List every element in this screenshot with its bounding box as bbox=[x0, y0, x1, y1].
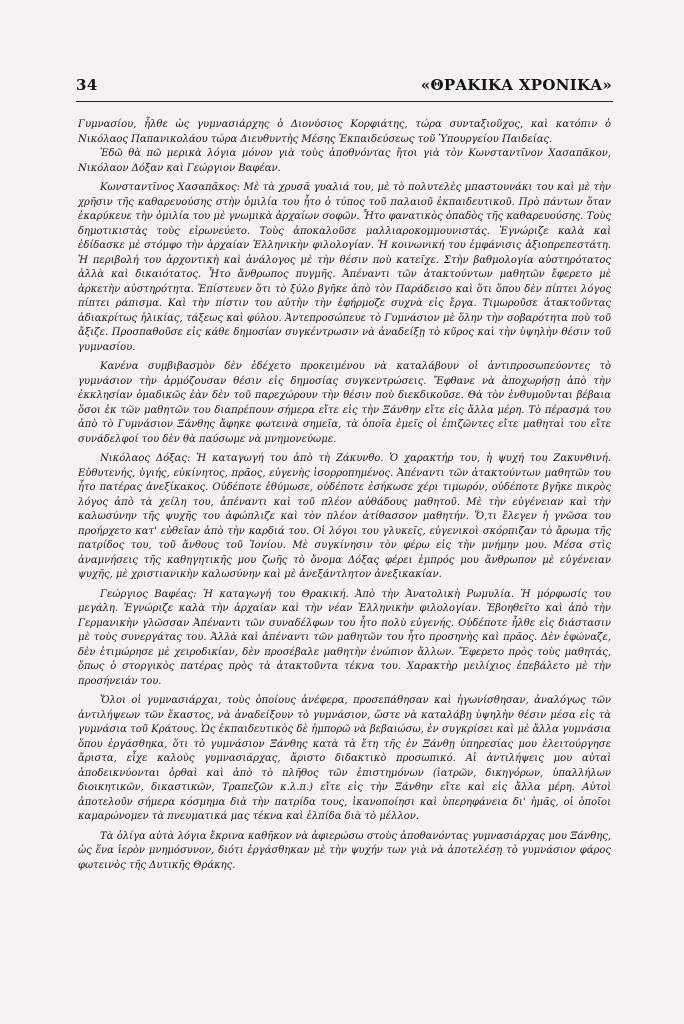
page-header bbox=[76, 76, 612, 100]
paragraph-doxas: Νικόλαος Δόξας: Ἡ καταγωγή του ἀπὸ τὴ Ζάκυνθο. Ὁ χαρακτήρ του, ἡ ψυχή του Ζακυνθινή. Εὐθυτενής, ὑγιής, εὐκίνητος, πρᾶος, εὐγενὴς ἰσορροπημένος. Ἀπέναντι τῶν ἀτακτούντων μαθητῶν του ἦτο πατέρας ἀνεξίκακος. Οὐδέποτε ἐθύμωσε, οὐδέποτε ἐσήκωσε χέρι τιμωρόν, οὐδέποτε βγῆκε πικρὸς λόγος ἀπὸ τὰ χείλη του, ἀπέναντι καὶ τοῦ πλέον αὐθάδους μαθητοῦ. Μὲ τὴν εὐγένειαν καὶ τὴν καλωσύνην τῆς ψυχῆς του ἀφώπλιζε καὶ τὸν πλέον ἀτίθασσον μαθητήν. Ὅ,τι ἔλεγεν ἡ γνῶσα του προήρχετο κατ' εὐθεῖαν ἀπὸ τὴν καρδιά του. Οἱ λόγοι του γλυκεῖς, εὐγενικοὶ σκόρπιζαν τὸ ἄρωμα τῆς πατρίδος του, τοῦ ἄνθους τοῦ Ἰονίου. Μὲ συγκίνησιν τὸν φέρω εἰς τὴν μνήμην μου. Μέσα στὶς ἀναμνήσεις τῆς καθηγητικῆς μου ζωῆς τὸ ὄνομα Δόξας φέρει ἐμπρός μου ἄνθρωπον μὲ εὐγένειαν ψυχῆς, μὲ χριστιανικὴν καλωσύνην καὶ μὲ ἀνεξάντλητον ἀνεξικακίαν. bbox=[78, 453, 611, 580]
paragraph-2: Ἐδῶ θὰ πῶ μερικὰ λόγια μόνον γιὰ τοὺς ἀποθνόντας ἤτοι γιὰ τὸν Κωνσταντῖνον Χασαπᾶκον, Νικόλαον Δόξαν καὶ Γεώργιον Βαφέαν. bbox=[78, 148, 611, 174]
paragraph-chasapakos: Κωνσταντῖνος Χασαπᾶκος: Μὲ τὰ χρυσᾶ γυαλιά του, μὲ τὸ πολυτελὲς μπαστουνάκι του καὶ μὲ τὴν χρῆσιν τῆς καθαρευούσης στὴν ὁμιλία του ἦτο ὁ τύπος τοῦ παλαιοῦ ἐκπαιδευτικοῦ. Πρὸ πάντων ὅταν ἐκαρύκευε τὴν ὁμιλία του μὲ γνωμικὰ ἀρχαίων σοφῶν. Ἦτο φανατικὸς ὀπαδὸς τῆς καθαρευούσης. Τοὺς δημοτικιστὰς τοὺς εἰρωνεύετο. Τοὺς ἀποκαλοῦσε μαλλιαροκομμουνιστάς. Ἐγνώριζε καλὰ καὶ ἐδίδασκε μὲ στόμφο τὴν ἀρχαίαν Ἑλληνικὴν φιλολογίαν. Ἡ κοινωνική του ἐμφάνισις ἀξιοπρεπεστάτη. Ἡ περιβολή του ἀρχοντικὴ καὶ ἀνάλογος μὲ τὴν θέσιν ποὺ κατεῖχε. Στὴν βαθμολογία αὐστηρότατος ἀλλὰ καὶ δικαιότατος. Ἦτο ἄνθρωπος πυγμῆς. Ἀπέναντι τῶν ἀτακτούντων μαθητῶν ἔφερετο μὲ ἀρκετὴν αὐστηρότητα. Ἐπίστευεν ὅτι τὸ ξύλο βγῆκε ἀπὸ τὸν Παράδεισο καὶ ὅτι ὅπου δὲν πίπτει λόγος πίπτει ράπισμα. Καὶ τὴν πίστιν του αὐτὴν τὴν ἐφήρμοζε συχνὰ εἰς ἔργα. Τιμωροῦσε ἀτακτοῦντας ἀδιακρίτως ἡλικίας, τάξεως καὶ φύλου. Ἀντεπροσώπευε τὸ Γυμνάσιον μὲ ὅλην τὴν σοβαρότητα ποὺ τοῦ ἄξιζε. Προσπαθοῦσε εἰς κάθε δημοσίαν συγκέντρωσιν νὰ ἀναδείξῃ τὸ κῦρος καὶ τὴν ὑψηλὴν θέσιν τοῦ γυμνασίου. bbox=[78, 182, 612, 353]
paragraph-vafeas: Γεώργιος Βαφέας: Ἡ καταγωγή του Θρακική. Ἀπὸ τὴν Ἀνατολικὴ Ρωμυλία. Ἡ μόρφωσίς του μεγάλη. Ἐγνώριζε καλὰ τὴν ἀρχαίαν καὶ τὴν νέαν Ἑλληνικὴν φιλολογίαν. Ἐβοηθεῖτο καὶ ἀπὸ τὴν Γερμανικὴν γλῶσσαν Ἀπέναντι τῶν συναδέλφων του ἦτο πολὺ εὐγενής. Οὐδέποτε ἦλθε εἰς διάστασιν μὲ τοὺς συνεργάτας του. Ἀλλὰ καὶ ἀπέναντι τῶν μαθητῶν του ἦτο προσηνὴς καὶ πρᾶος. Δὲν ἐφώναζε, δὲν ἐτιμώρησε μὲ χειροδικίαν, δὲν προσέβαλε μαθητὴν ἐνώπιον ἄλλων. Ἔφερετο πρὸς τοὺς μαθητάς, ὅπως ὁ στοργικὸς πατέρας πρὸς τὰ ἀτακτοῦντα τέκνα του. Χαρακτὴρ μειλίχιος ἐπεβάλετο μὲ τὴν προσήνειάν του. bbox=[78, 588, 611, 687]
page-number: 34 bbox=[76, 76, 98, 94]
paragraph-1: Γυμνασίου, ἦλθε ὡς γυμνασιάρχης ὁ Διονύσιος Κορφιάτης, τώρα συνταξιοῦχος, καὶ κατόπιν ὁ Νικόλαος Παπανικολάου τώρα Διευθυντὴς Μέσης Ἐκπαιδεύσεως τοῦ Ὑπουργείου Παιδείας. bbox=[78, 119, 611, 145]
paragraph-closing: Τὰ ὀλίγα αὐτὰ λόγια ἔκρινα καθῆκον νὰ ἀφιερώσω στοὺς ἀποθανόντας γυμνασιάρχας μου Ξάνθης, ὡς ἕνα ἱερὸν μνημόσυνον, διότι ἐργάσθηκαν μὲ τὴν ψυχήν των γιὰ νὰ ἀποτελέσῃ τὸ γυμνάσιον φάρος φωτεινὸς τῆς Δυτικῆς Θράκης. bbox=[78, 830, 611, 871]
running-title: «ΘΡΑΚΙΚΑ ΧΡΟΝΙΚΑ» bbox=[420, 76, 612, 94]
paragraph-gymnasiarchs: Ὅλοι οἱ γυμνασιάρχαι, τοὺς ὁποίους ἀνέφερα, προσεπάθησαν καὶ ἠγωνίσθησαν, ἀναλόγως τῶν ἀντιλήψεων τῶν ἕκαστος, νὰ ἀναδείξουν τὸ γυμνάσιον, ὥστε νὰ καταλάβῃ ὑψηλὴν θέσιν μέσα εἰς τὰ γυμνάσια τοῦ Κράτους. Ὡς ἐκπαιδευτικὸς δὲ ἠμπορῶ νὰ βεβαιώσω, ἐν συγκρίσει καὶ μὲ ἄλλα γυμνάσια ὅπου ἐργάσθηκα, ὅτι τὸ γυμνάσιον Ξάνθης κατὰ τὰ ἔτη τῆς ἐν Ξάνθῃ ὑπηρεσίας μου ἐλειτούργησε ἄριστα, εἶχε καλοὺς γυμνασιάρχας, ἄριστο διδακτικὸ προσωπικό. Αἱ ἀντιλήψεις μου αὐταὶ ἀποδεικνύονται ὀρθαὶ καὶ ἀπὸ τὸ πλῆθος τῶν ἐπιστημόνων (ἰατρῶν, δικηγόρων, ὑπαλλήλων διοικητικῶν, δικαστικῶν, Τραπεζῶν κ.λ.π.) εἴτε εἰς τὴν Ξάνθην εἴτε καὶ εἰς ἄλλα μέρη. Αὐτοὶ ἀποτελοῦν σήμερα κόσμημα διὰ τὴν πατρίδα τους, ἱκανοποίησι καὶ ὑπερηφάνεια δι' ἡμᾶς, οἱ ὁποῖοι καμαρώνομεν τὰ πνευματικά μας τέκνα καὶ ἐλπίδα διὰ τὸ μέλλον. bbox=[78, 695, 611, 822]
header-rule bbox=[76, 101, 613, 102]
paragraph-3: Κανένα συμβιβασμὸν δὲν ἐδέχετο προκειμένου νὰ καταλάβουν οἱ ἀντιπροσωπεύοντες τὸ γυμνάσιον τὴν ἁρμόζουσαν θέσιν εἰς δημοσίας συγκεντρώσεις. Ἔφθανε νὰ ἀποχωρήσῃ ἀπὸ τὴν ἐκκλησίαν ὁμαδικῶς ἐὰν δὲν τοῦ παρεχώρουν τὴν θέσιν ποὺ διεκδικοῦσε. Θὰ τὸν ἐνθυμοῦνται βέβαια ὅσοι ἐκ τῶν μαθητῶν του διαπρέπουν σήμερα εἴτε εἰς τὴν Ξάνθην εἴτε εἰς ἄλλα μέρη. Τὸ πέρασμά του ἀπὸ τὸ Γυμνάσιον Ξάνθης ἄφηκε φωτεινὰ σημεῖα, τὰ ὁποῖα ἐμεῖς οἱ ἐπιζῶντες εἴτε μαθηταὶ του εἴτε συνάδελφοί του δὲν θὰ παύσωμε νὰ μνημονεύωμε. bbox=[78, 361, 611, 445]
article-body bbox=[78, 118, 611, 873]
